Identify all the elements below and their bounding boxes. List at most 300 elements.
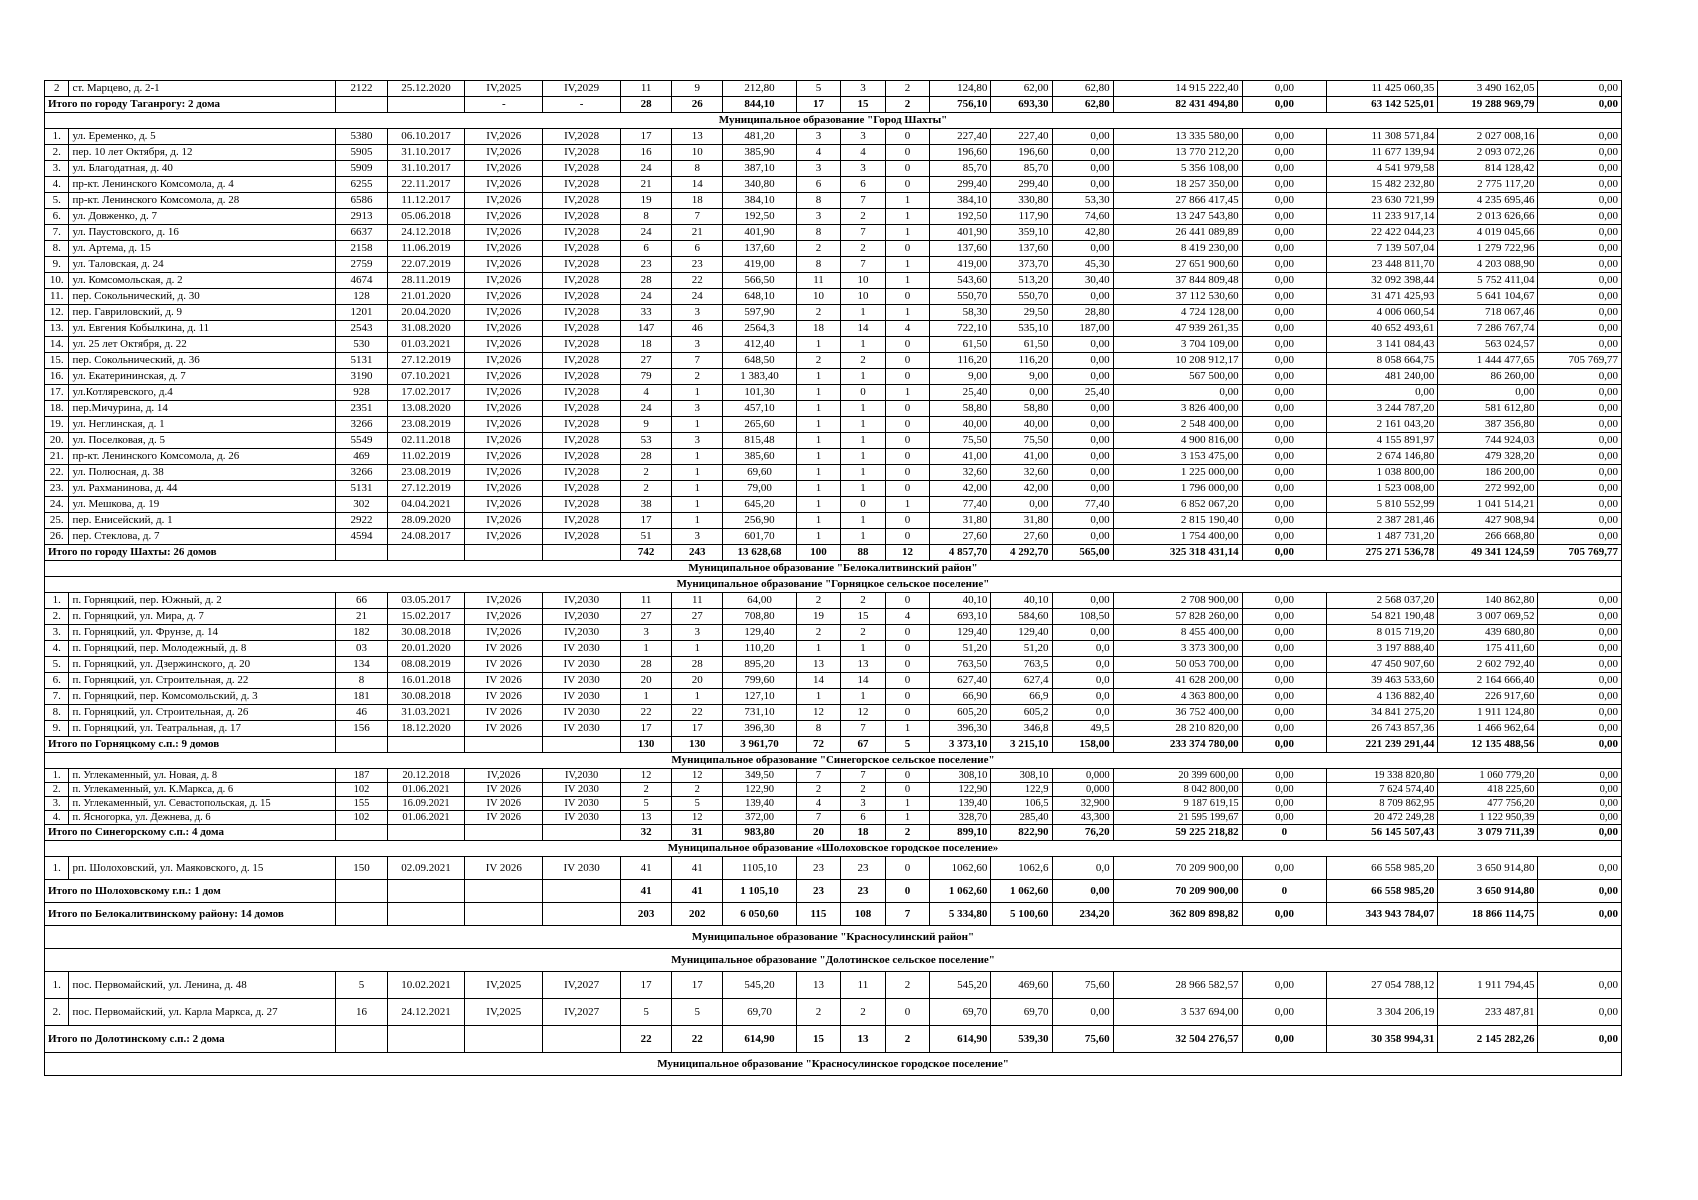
area-total-cell: 895,20	[723, 657, 796, 673]
rooms-other-total: 0	[885, 880, 929, 903]
date-cell: 01.06.2021	[387, 811, 465, 825]
residents-total-cell: 5	[621, 999, 672, 1026]
area-other-cell: 0,00	[1052, 289, 1113, 305]
date-cell: 30.08.2018	[387, 625, 465, 641]
area-relocated-cell: 61,50	[930, 337, 991, 353]
cost-total-cell: 50 053 700,00	[1113, 657, 1242, 673]
date-cell: 27.12.2019	[387, 353, 465, 369]
rooms-total-cell: 1	[796, 465, 840, 481]
rooms-other-cell: 0	[885, 449, 929, 465]
area-purchase-total: 1 062,60	[991, 880, 1052, 903]
total-label: Итого по Белокалитвинскому району: 14 домов	[45, 903, 336, 926]
residents-relocated-cell: 1	[672, 385, 723, 401]
residents-relocated-total: 22	[672, 1026, 723, 1053]
extra-funds-cell: 0,00	[1538, 129, 1622, 145]
residents-relocated-cell: 3	[672, 401, 723, 417]
area-relocated-cell: 124,80	[930, 81, 991, 97]
end-term-cell: IV,2030	[543, 769, 621, 783]
rooms-other-cell: 1	[885, 385, 929, 401]
area-relocated-total: 3 373,10	[930, 737, 991, 753]
area-other-cell: 0,00	[1052, 999, 1113, 1026]
building-id-cell: 469	[336, 449, 387, 465]
extra-funds-cell: 0,00	[1538, 783, 1622, 797]
start-term-cell: IV,2026	[465, 481, 543, 497]
residents-total-cell: 17	[621, 972, 672, 999]
rooms-purchase-cell: 10	[841, 273, 885, 289]
fund-reform-cell: 0,00	[1242, 999, 1327, 1026]
area-other-cell: 0,0	[1052, 857, 1113, 880]
extra-funds-cell: 0,00	[1538, 797, 1622, 811]
extra-funds-cell: 0,00	[1538, 625, 1622, 641]
residents-relocated-cell: 17	[672, 972, 723, 999]
rooms-purchase-cell: 0	[841, 385, 885, 401]
section-title: Муниципальное образование "Красносулинский район"	[45, 926, 1622, 949]
area-purchase-cell: 122,9	[991, 783, 1052, 797]
start-term-cell: IV,2026	[465, 769, 543, 783]
extra-funds-cell: 0,00	[1538, 657, 1622, 673]
row-number-cell: 2.	[45, 999, 69, 1026]
rooms-purchase-cell: 10	[841, 289, 885, 305]
fund-reform-cell: 0,00	[1242, 81, 1327, 97]
rooms-total-cell: 18	[796, 321, 840, 337]
rooms-total-cell: 1	[796, 337, 840, 353]
rooms-other-cell: 0	[885, 481, 929, 497]
date-cell: 16.09.2021	[387, 797, 465, 811]
date-cell: 31.10.2017	[387, 161, 465, 177]
cost-total-cell: 18 257 350,00	[1113, 177, 1242, 193]
row-number-cell: 7.	[45, 689, 69, 705]
fund-reform-cell: 0,00	[1242, 337, 1327, 353]
rooms-other-cell: 0	[885, 369, 929, 385]
rooms-total-cell: 10	[796, 289, 840, 305]
residents-relocated-cell: 1	[672, 513, 723, 529]
area-other-cell: 0,00	[1052, 417, 1113, 433]
fund-reform-cell: 0,00	[1242, 811, 1327, 825]
section-title: Муниципальное образование "Белокалитвинский район"	[45, 561, 1622, 577]
row-number-cell: 3.	[45, 625, 69, 641]
row-number-cell: 21.	[45, 449, 69, 465]
address-cell: ул. Рахманинова, д. 44	[69, 481, 336, 497]
extra-funds-cell: 0,00	[1538, 999, 1622, 1026]
address-cell: пер.Мичурина, д. 14	[69, 401, 336, 417]
area-purchase-cell: 40,10	[991, 593, 1052, 609]
local-budget-cell: 814 128,42	[1438, 161, 1538, 177]
table-row	[45, 145, 1622, 161]
end-term-cell: IV,2028	[543, 193, 621, 209]
table-row	[45, 529, 1622, 545]
start-term-cell: IV,2026	[465, 337, 543, 353]
address-cell: п. Горняцкий, ул. Театральная, д. 17	[69, 721, 336, 737]
extra-funds-cell: 0,00	[1538, 689, 1622, 705]
area-total-cell: 137,60	[723, 241, 796, 257]
extra-funds-total: 0,00	[1538, 825, 1622, 841]
local-budget-cell: 1 466 962,64	[1438, 721, 1538, 737]
row-number-cell: 12.	[45, 305, 69, 321]
local-budget-total: 2 145 282,26	[1438, 1026, 1538, 1053]
section-header-row	[45, 1053, 1622, 1076]
fund-reform-cell: 0,00	[1242, 797, 1327, 811]
extra-funds-cell: 0,00	[1538, 769, 1622, 783]
rooms-other-cell: 1	[885, 225, 929, 241]
end-term-cell: IV,2028	[543, 321, 621, 337]
row-number-cell: 15.	[45, 353, 69, 369]
fund-reform-cell: 0,00	[1242, 417, 1327, 433]
cost-total-cell: 3 537 694,00	[1113, 999, 1242, 1026]
regional-budget-cell: 20 472 249,28	[1327, 811, 1438, 825]
rooms-other-cell: 0	[885, 529, 929, 545]
rooms-purchase-cell: 1	[841, 337, 885, 353]
cost-total-cell: 37 844 809,48	[1113, 273, 1242, 289]
start-term-cell: IV,2026	[465, 241, 543, 257]
table-row	[45, 401, 1622, 417]
area-purchase-cell: 763,5	[991, 657, 1052, 673]
fund-reform-cell: 0,00	[1242, 321, 1327, 337]
address-cell: пр-кт. Ленинского Комсомола, д. 4	[69, 177, 336, 193]
address-cell: ул. Таловская, д. 24	[69, 257, 336, 273]
building-id-cell: 5380	[336, 129, 387, 145]
area-relocated-cell: 384,10	[930, 193, 991, 209]
area-other-cell: 0,0	[1052, 641, 1113, 657]
residents-relocated-cell: 11	[672, 593, 723, 609]
table-row	[45, 273, 1622, 289]
row-number-cell: 6.	[45, 673, 69, 689]
end-term-cell: IV,2030	[543, 625, 621, 641]
local-budget-cell: 4 235 695,46	[1438, 193, 1538, 209]
address-cell: ул. Полюсная, д. 38	[69, 465, 336, 481]
regional-budget-cell: 19 338 820,80	[1327, 769, 1438, 783]
area-purchase-cell: 58,80	[991, 401, 1052, 417]
area-purchase-cell: 299,40	[991, 177, 1052, 193]
rooms-purchase-cell: 2	[841, 241, 885, 257]
rooms-purchase-cell: 6	[841, 811, 885, 825]
address-cell: п. Горняцкий, ул. Строительная, д. 26	[69, 705, 336, 721]
regional-budget-cell: 3 244 787,20	[1327, 401, 1438, 417]
end-term-total	[543, 545, 621, 561]
extra-funds-cell: 0,00	[1538, 305, 1622, 321]
regional-budget-cell: 22 422 044,23	[1327, 225, 1438, 241]
date-cell: 11.06.2019	[387, 241, 465, 257]
area-relocated-total: 614,90	[930, 1026, 991, 1053]
rooms-total-cell: 2	[796, 593, 840, 609]
cost-total-cell: 37 112 530,60	[1113, 289, 1242, 305]
regional-budget-cell: 11 677 139,94	[1327, 145, 1438, 161]
regional-budget-cell: 5 810 552,99	[1327, 497, 1438, 513]
residents-relocated-cell: 1	[672, 689, 723, 705]
residents-total-total: 203	[621, 903, 672, 926]
regional-budget-cell: 11 425 060,35	[1327, 81, 1438, 97]
local-budget-cell: 387 356,80	[1438, 417, 1538, 433]
area-total-cell: 79,00	[723, 481, 796, 497]
area-purchase-cell: 106,5	[991, 797, 1052, 811]
table-row	[45, 769, 1622, 783]
area-relocated-cell: 42,00	[930, 481, 991, 497]
row-number-cell: 2	[45, 81, 69, 97]
residents-relocated-cell: 13	[672, 129, 723, 145]
rooms-other-cell: 1	[885, 797, 929, 811]
row-number-cell: 18.	[45, 401, 69, 417]
area-relocated-cell: 129,40	[930, 625, 991, 641]
area-total-cell: 648,10	[723, 289, 796, 305]
table-row	[45, 433, 1622, 449]
area-other-cell: 0,00	[1052, 433, 1113, 449]
residents-total-total: 22	[621, 1026, 672, 1053]
address-cell: ул.Котляревского, д.4	[69, 385, 336, 401]
section-header-row	[45, 949, 1622, 972]
building-id-cell: 5	[336, 972, 387, 999]
table-row	[45, 673, 1622, 689]
total-row	[45, 825, 1622, 841]
extra-funds-cell: 0,00	[1538, 241, 1622, 257]
rooms-purchase-cell: 7	[841, 769, 885, 783]
area-purchase-cell: 117,90	[991, 209, 1052, 225]
table-row	[45, 209, 1622, 225]
area-purchase-cell: 51,20	[991, 641, 1052, 657]
area-total-cell: 192,50	[723, 209, 796, 225]
area-other-cell: 32,900	[1052, 797, 1113, 811]
end-term-cell: IV,2028	[543, 305, 621, 321]
residents-total-cell: 28	[621, 273, 672, 289]
residents-total-cell: 24	[621, 161, 672, 177]
regional-budget-cell: 7 139 507,04	[1327, 241, 1438, 257]
row-number-cell: 3.	[45, 797, 69, 811]
building-id-cell: 302	[336, 497, 387, 513]
area-total-cell: 545,20	[723, 972, 796, 999]
rooms-purchase-cell: 2	[841, 625, 885, 641]
cost-total-cell: 10 208 912,17	[1113, 353, 1242, 369]
cost-total-cell: 57 828 260,00	[1113, 609, 1242, 625]
rooms-purchase-cell: 0	[841, 497, 885, 513]
regional-budget-cell: 66 558 985,20	[1327, 857, 1438, 880]
rooms-total-cell: 4	[796, 797, 840, 811]
rooms-purchase-cell: 2	[841, 783, 885, 797]
end-term-total	[543, 825, 621, 841]
start-term-cell: IV,2026	[465, 193, 543, 209]
local-budget-cell: 5 752 411,04	[1438, 273, 1538, 289]
address-cell: п. Горняцкий, ул. Строительная, д. 22	[69, 673, 336, 689]
extra-funds-cell: 0,00	[1538, 401, 1622, 417]
area-total-cell: 385,90	[723, 145, 796, 161]
building-id-cell: 6255	[336, 177, 387, 193]
start-term-cell: IV,2026	[465, 305, 543, 321]
area-other-cell: 75,60	[1052, 972, 1113, 999]
regional-budget-cell: 3 304 206,19	[1327, 999, 1438, 1026]
building-id-cell: 530	[336, 337, 387, 353]
area-purchase-cell: 627,4	[991, 673, 1052, 689]
residents-relocated-cell: 14	[672, 177, 723, 193]
fund-reform-cell: 0,00	[1242, 177, 1327, 193]
start-term-cell: IV,2025	[465, 81, 543, 97]
table-row	[45, 353, 1622, 369]
start-term-cell: IV,2026	[465, 433, 543, 449]
residents-total-cell: 147	[621, 321, 672, 337]
area-purchase-cell: 584,60	[991, 609, 1052, 625]
area-relocated-cell: 58,30	[930, 305, 991, 321]
area-other-cell: 0,00	[1052, 241, 1113, 257]
cost-total-cell: 3 153 475,00	[1113, 449, 1242, 465]
rooms-other-cell: 1	[885, 193, 929, 209]
rooms-total-cell: 1	[796, 385, 840, 401]
area-purchase-cell: 40,00	[991, 417, 1052, 433]
extra-funds-cell: 0,00	[1538, 673, 1622, 689]
rooms-purchase-cell: 1	[841, 305, 885, 321]
area-other-cell: 0,000	[1052, 783, 1113, 797]
regional-budget-cell: 7 624 574,40	[1327, 783, 1438, 797]
area-relocated-total: 899,10	[930, 825, 991, 841]
rooms-purchase-cell: 7	[841, 193, 885, 209]
date-total	[387, 97, 465, 113]
date-cell: 24.08.2017	[387, 529, 465, 545]
rooms-other-cell: 2	[885, 81, 929, 97]
regional-budget-cell: 23 630 721,99	[1327, 193, 1438, 209]
extra-funds-cell: 0,00	[1538, 145, 1622, 161]
area-total-cell: 597,90	[723, 305, 796, 321]
cost-total-cell: 8 042 800,00	[1113, 783, 1242, 797]
regional-budget-cell: 3 197 888,40	[1327, 641, 1438, 657]
rooms-other-cell: 0	[885, 353, 929, 369]
extra-funds-cell: 0,00	[1538, 497, 1622, 513]
extra-funds-cell: 0,00	[1538, 529, 1622, 545]
extra-funds-cell: 0,00	[1538, 289, 1622, 305]
residents-relocated-cell: 5	[672, 797, 723, 811]
area-purchase-cell: 61,50	[991, 337, 1052, 353]
rooms-other-cell: 0	[885, 641, 929, 657]
start-term-cell: IV 2026	[465, 673, 543, 689]
area-relocated-cell: 627,40	[930, 673, 991, 689]
area-relocated-cell: 299,40	[930, 177, 991, 193]
area-other-cell: 77,40	[1052, 497, 1113, 513]
rooms-total-cell: 3	[796, 129, 840, 145]
extra-funds-cell: 0,00	[1538, 273, 1622, 289]
regional-budget-total: 66 558 985,20	[1327, 880, 1438, 903]
row-number-cell: 2.	[45, 145, 69, 161]
residents-relocated-total: 41	[672, 880, 723, 903]
date-cell: 08.08.2019	[387, 657, 465, 673]
area-total-cell: 601,70	[723, 529, 796, 545]
area-other-cell: 0,00	[1052, 449, 1113, 465]
table-row	[45, 999, 1622, 1026]
regional-budget-cell: 481 240,00	[1327, 369, 1438, 385]
area-total-cell: 129,40	[723, 625, 796, 641]
address-cell: пер. 10 лет Октября, д. 12	[69, 145, 336, 161]
regional-budget-cell: 11 308 571,84	[1327, 129, 1438, 145]
rooms-total-cell: 1	[796, 433, 840, 449]
cost-total-cell: 70 209 900,00	[1113, 857, 1242, 880]
rooms-purchase-cell: 14	[841, 321, 885, 337]
regional-budget-cell: 2 568 037,20	[1327, 593, 1438, 609]
rooms-other-total: 2	[885, 825, 929, 841]
area-purchase-cell: 196,60	[991, 145, 1052, 161]
table-row	[45, 321, 1622, 337]
end-term-cell: IV,2028	[543, 513, 621, 529]
end-term-cell: IV,2028	[543, 225, 621, 241]
residents-relocated-cell: 17	[672, 721, 723, 737]
address-cell: п. Горняцкий, ул. Мира, д. 7	[69, 609, 336, 625]
residents-total-total: 742	[621, 545, 672, 561]
building-id-cell: 5909	[336, 161, 387, 177]
area-total-cell: 412,40	[723, 337, 796, 353]
regional-budget-cell: 34 841 275,20	[1327, 705, 1438, 721]
extra-funds-cell: 0,00	[1538, 811, 1622, 825]
end-term-cell: IV,2028	[543, 529, 621, 545]
start-term-cell: IV,2026	[465, 289, 543, 305]
cost-total-cell: 4 900 816,00	[1113, 433, 1242, 449]
regional-budget-cell: 1 038 800,00	[1327, 465, 1438, 481]
table-row	[45, 161, 1622, 177]
residents-relocated-cell: 12	[672, 769, 723, 783]
end-term-cell: IV,2028	[543, 257, 621, 273]
area-total-cell: 265,60	[723, 417, 796, 433]
section-header-row	[45, 113, 1622, 129]
row-number-cell: 2.	[45, 783, 69, 797]
table-row	[45, 177, 1622, 193]
row-number-cell: 3.	[45, 161, 69, 177]
rooms-purchase-cell: 13	[841, 657, 885, 673]
start-term-cell: IV 2026	[465, 657, 543, 673]
rooms-other-cell: 0	[885, 705, 929, 721]
area-total-total: 3 961,70	[723, 737, 796, 753]
end-term-cell: IV,2028	[543, 209, 621, 225]
building-id-cell: 2922	[336, 513, 387, 529]
start-term-cell: IV 2026	[465, 811, 543, 825]
extra-funds-cell: 0,00	[1538, 209, 1622, 225]
residents-total-cell: 24	[621, 225, 672, 241]
building-id-cell: 5905	[336, 145, 387, 161]
building-id-cell: 4674	[336, 273, 387, 289]
area-purchase-cell: 31,80	[991, 513, 1052, 529]
building-id-cell: 3266	[336, 465, 387, 481]
end-term-cell: IV,2028	[543, 385, 621, 401]
local-budget-cell: 4 019 045,66	[1438, 225, 1538, 241]
date-cell: 31.08.2020	[387, 321, 465, 337]
fund-reform-cell: 0,00	[1242, 465, 1327, 481]
rooms-other-cell: 0	[885, 783, 929, 797]
rooms-purchase-total: 18	[841, 825, 885, 841]
rooms-purchase-cell: 7	[841, 721, 885, 737]
rooms-purchase-cell: 1	[841, 369, 885, 385]
rooms-purchase-cell: 14	[841, 673, 885, 689]
extra-funds-total: 0,00	[1538, 903, 1622, 926]
area-relocated-cell: 139,40	[930, 797, 991, 811]
row-number-cell: 1.	[45, 769, 69, 783]
rooms-total-cell: 7	[796, 811, 840, 825]
area-relocated-cell: 543,60	[930, 273, 991, 289]
local-budget-cell: 226 917,60	[1438, 689, 1538, 705]
area-other-cell: 53,30	[1052, 193, 1113, 209]
area-relocated-cell: 550,70	[930, 289, 991, 305]
cost-total-total: 59 225 218,82	[1113, 825, 1242, 841]
start-term-total: -	[465, 97, 543, 113]
table-row	[45, 257, 1622, 273]
area-relocated-cell: 192,50	[930, 209, 991, 225]
start-term-cell: IV 2026	[465, 797, 543, 811]
residents-relocated-cell: 20	[672, 673, 723, 689]
area-purchase-cell: 513,20	[991, 273, 1052, 289]
fund-reform-cell: 0,00	[1242, 657, 1327, 673]
address-cell: ст. Марцево, д. 2-1	[69, 81, 336, 97]
rooms-purchase-cell: 2	[841, 353, 885, 369]
building-id-cell: 102	[336, 811, 387, 825]
local-budget-cell: 1 911 794,45	[1438, 972, 1538, 999]
rooms-total-total: 72	[796, 737, 840, 753]
date-total	[387, 825, 465, 841]
regional-budget-total: 56 145 507,43	[1327, 825, 1438, 841]
fund-reform-cell: 0,00	[1242, 689, 1327, 705]
fund-reform-cell: 0,00	[1242, 857, 1327, 880]
residents-total-cell: 79	[621, 369, 672, 385]
extra-funds-cell: 0,00	[1538, 161, 1622, 177]
residents-total-cell: 11	[621, 81, 672, 97]
row-number-cell: 4.	[45, 177, 69, 193]
